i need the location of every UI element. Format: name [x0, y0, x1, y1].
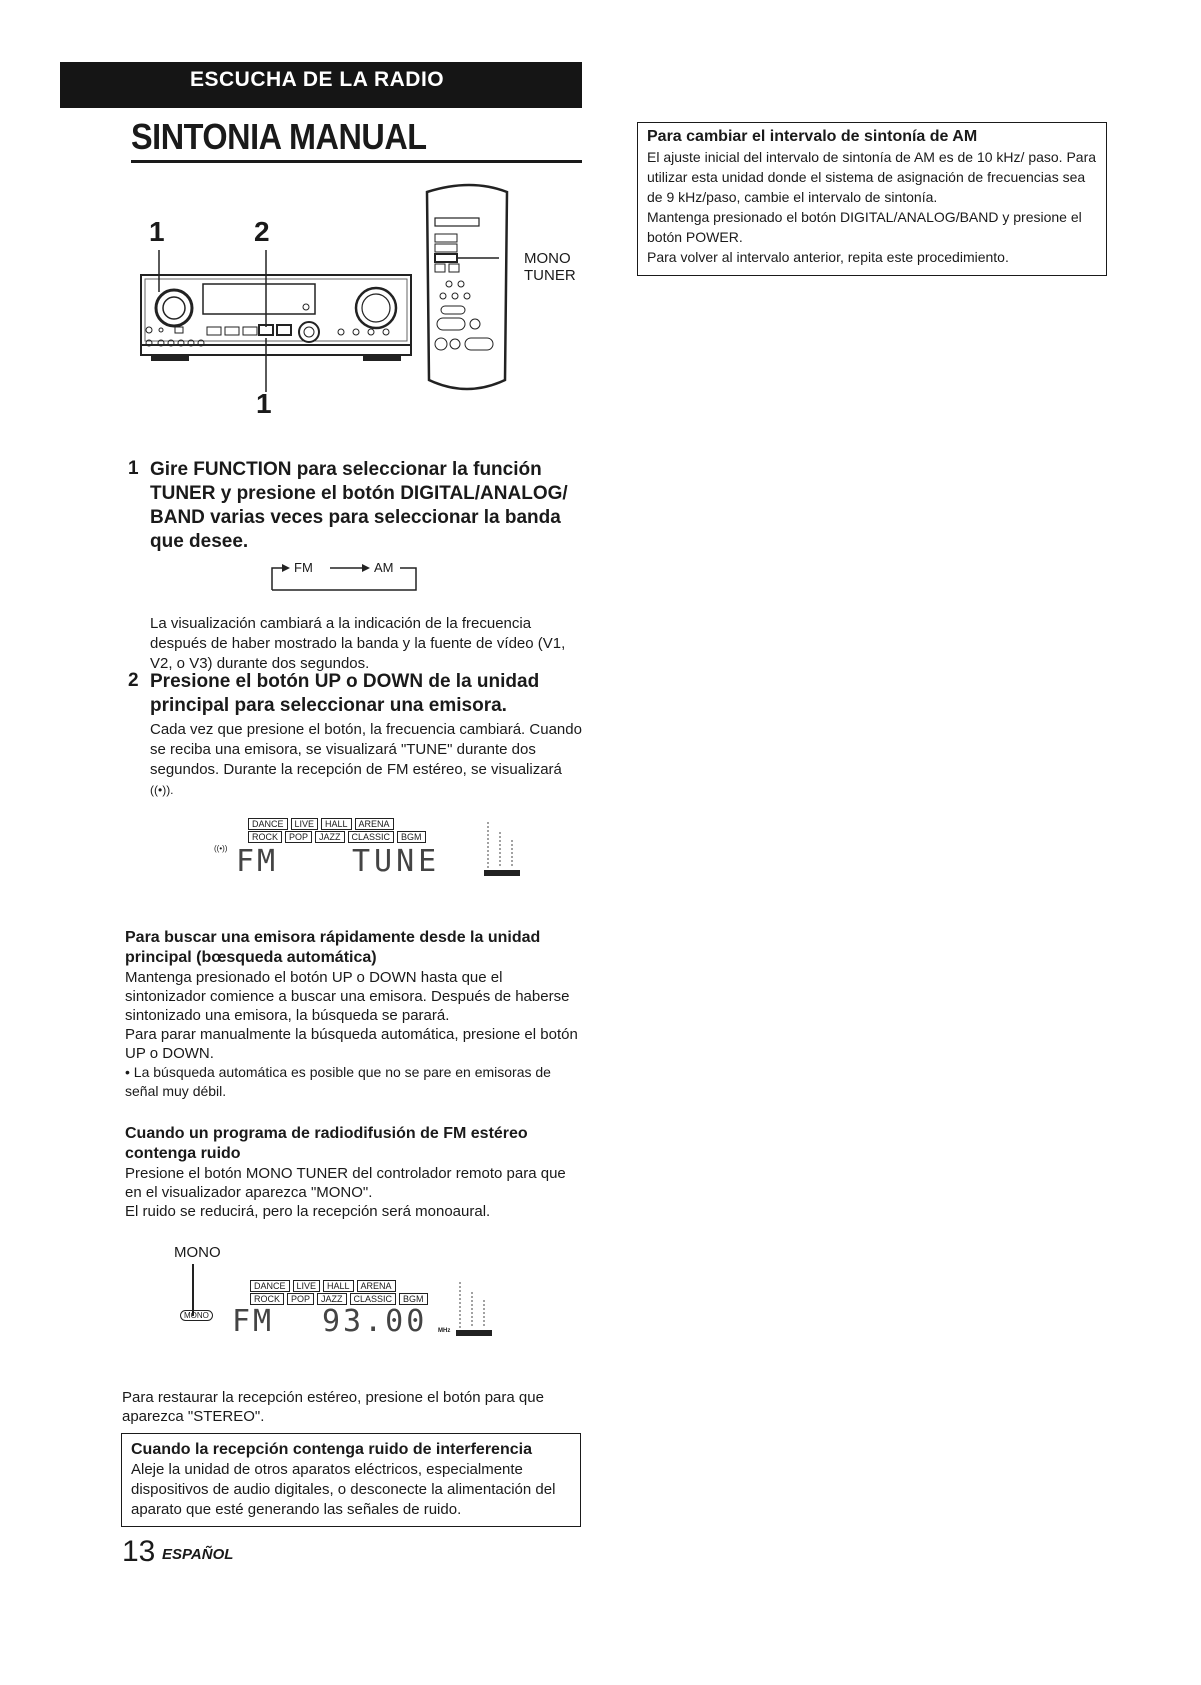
cycle-arrows	[270, 560, 420, 592]
mode-jazz: JAZZ	[317, 1293, 347, 1305]
mode-hall: HALL	[323, 1280, 354, 1292]
mono-callout-label: MONO	[174, 1244, 221, 1261]
level-meter	[456, 1282, 492, 1338]
interference-box	[121, 1433, 581, 1527]
mode-row-2	[248, 831, 426, 843]
mode-live: LIVE	[293, 1280, 321, 1292]
receiver-illustration	[131, 180, 591, 420]
band-fm: FM	[294, 560, 313, 575]
band-cycle-diagram	[270, 560, 420, 592]
box-paragraph: Mantenga presionado el botón DIGITAL/ANALOG/BAND y presione el botón POWER.	[647, 209, 1082, 245]
box-paragraph: Para volver al intervalo anterior, repita este procedimiento.	[647, 249, 1009, 265]
box-paragraph: El ajuste inicial del intervalo de sintonía de AM es de 10 kHz/ paso. Para utilizar esta unidad donde el sistema de asignación de frecuencias sea de 9 kHz/paso, cambie el intervalo de sintonía.	[647, 149, 1097, 205]
mode-pop: POP	[287, 1293, 314, 1305]
auto-search-section	[125, 928, 580, 1101]
step-description-text: Cada vez que presione el botón, la frecuencia cambiará. Cuando se reciba una emisora, se visualizará "TUNE" durante dos segundos. Durante la recepción de FM estéreo, se visualizará	[150, 721, 582, 778]
mode-arena: ARENA	[355, 818, 394, 830]
step-1	[128, 458, 583, 674]
step-heading: Presione el botón UP o DOWN de la unidad principal para seleccionar una emisora.	[150, 671, 540, 716]
section-banner	[60, 62, 582, 108]
section-paragraph: Presione el botón MONO TUNER del controlador remoto para que en el visualizador aparezca "MONO".	[125, 1165, 566, 1201]
box-body: Aleje la unidad de otros aparatos eléctricos, especialmente dispositivos de audio digitales, o desconecte la alimentación del aparato que esté generando las señales de ruido.	[131, 1461, 556, 1518]
mono-tuner-label	[524, 250, 576, 284]
section-paragraph: Mantenga presionado el botón UP o DOWN hasta que el sintonizador comience a buscar una emisora. Después de haberse sintonizado una emisora, la búsqueda se parará.	[125, 969, 570, 1024]
mode-bgm: BGM	[399, 1293, 428, 1305]
mode-bgm: BGM	[397, 831, 426, 843]
step-number: 2	[128, 670, 139, 691]
mode-classic: CLASSIC	[348, 831, 395, 843]
stereo-indicator: ((•))	[214, 844, 228, 853]
stereo-symbol: ((•)).	[150, 783, 174, 797]
step-description	[150, 720, 583, 800]
title-rule	[131, 160, 582, 163]
frequency-readout: 93.00	[322, 1304, 428, 1339]
restore-stereo-text: Para restaurar la recepción estéreo, presione el botón para que aparezca "STEREO".	[122, 1389, 544, 1425]
mode-dance: DANCE	[248, 818, 288, 830]
mode-classic: CLASSIC	[350, 1293, 397, 1305]
mode-pop: POP	[285, 831, 312, 843]
step-heading: Gire FUNCTION para seleccionar la función TUNER y presione el botón DIGITAL/ANALOG/ BAND varias veces para seleccionar la banda que desee.	[150, 459, 568, 552]
section-heading: Cuando un programa de radiodifusión de FM estéreo contenga ruido	[125, 1125, 528, 1162]
callout-1-bottom: 1	[256, 388, 272, 419]
display-mono	[174, 1244, 524, 1344]
band-readout: FM	[236, 844, 279, 879]
am-interval-box	[637, 122, 1107, 276]
mono-label-line: MONO	[524, 250, 571, 267]
callout-1-top: 1	[149, 216, 165, 247]
page-number: 13	[122, 1535, 156, 1568]
mono-indicator: MONO	[180, 1310, 213, 1321]
mode-live: LIVE	[291, 818, 319, 830]
mhz-unit: MHz	[438, 1328, 451, 1334]
mono-callout-line	[192, 1264, 194, 1316]
step-2	[128, 670, 583, 800]
mode-rock: ROCK	[250, 1293, 284, 1305]
mode-jazz: JAZZ	[315, 831, 345, 843]
section-paragraph: El ruido se reducirá, pero la recepción será monoaural.	[125, 1203, 491, 1220]
mode-arena: ARENA	[357, 1280, 396, 1292]
tuner-label-line: TUNER	[524, 267, 576, 284]
box-heading: Cuando la recepción contenga ruido de interferencia	[131, 1441, 532, 1458]
section-heading: Para buscar una emisora rápidamente desde la unidad principal (bœsqueda automática)	[125, 929, 541, 966]
mode-rock: ROCK	[248, 831, 282, 843]
step-number: 1	[128, 458, 139, 479]
band-am: AM	[374, 560, 394, 575]
page-title: SINTONIA MANUAL	[131, 116, 427, 157]
receiver-remote-illustration	[131, 180, 591, 420]
band-readout: FM	[232, 1304, 275, 1339]
step-description: La visualización cambiará a la indicación de la frecuencia después de haber mostrado la banda y la fuente de vídeo (V1, V2, o V3) durante dos segundos.	[150, 615, 566, 672]
mode-hall: HALL	[321, 818, 352, 830]
box-heading: Para cambiar el intervalo de sintonía de AM	[647, 128, 978, 145]
section-paragraph: Para parar manualmente la búsqueda automática, presione el botón UP o DOWN.	[125, 1026, 578, 1062]
banner-text: ESCUCHA DE LA RADIO	[190, 68, 445, 91]
page-language: ESPAÑOL	[162, 1546, 234, 1563]
tune-readout: TUNE	[352, 844, 441, 879]
mode-row-1	[250, 1280, 396, 1292]
callout-2-top: 2	[254, 216, 270, 247]
mode-dance: DANCE	[250, 1280, 290, 1292]
fm-noise-section	[125, 1124, 580, 1221]
section-bullet: • La búsqueda automática es posible que no se pare en emisoras de señal muy débil.	[125, 1064, 551, 1099]
mode-row-1	[248, 818, 394, 830]
display-tune	[212, 818, 522, 883]
level-meter	[484, 822, 520, 878]
